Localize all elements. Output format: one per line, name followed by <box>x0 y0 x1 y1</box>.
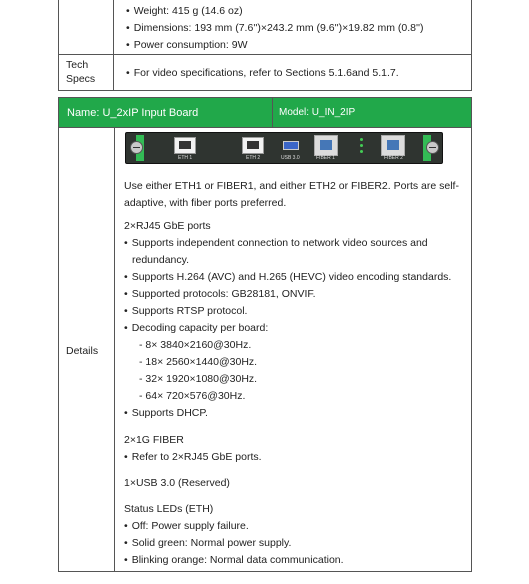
sfp-port-icon <box>381 135 405 156</box>
sfp-port-icon <box>314 135 338 156</box>
rj45-bullet: • Supports independent connection to network video sources and <box>124 235 469 251</box>
screw-icon <box>130 141 143 154</box>
spec-power: • Power consumption: 9W <box>126 37 248 53</box>
board-table <box>58 97 472 572</box>
spec-weight: • Weight: 415 g (14.6 oz) <box>126 3 243 19</box>
decode-capacity-item: - 32× 1920×1080@30Hz. <box>139 373 258 385</box>
row-header-tech-specs <box>59 55 114 90</box>
led-state-item: • Solid green: Normal power supply. <box>124 535 469 551</box>
details-label: Details <box>66 345 99 357</box>
port-label-fiber1: FIBER 1 <box>316 155 335 161</box>
specs-row-tech <box>59 55 471 90</box>
fiber-bullet: • Refer to 2×RJ45 GbE ports. <box>124 449 469 465</box>
port-label-eth1: ETH 1 <box>178 155 193 161</box>
led-icon <box>360 138 363 141</box>
board-header <box>59 98 471 128</box>
led-state-item: • Off: Power supply failure. <box>124 518 469 534</box>
rj45-bullet: • Supports RTSP protocol. <box>124 303 469 319</box>
specs-table <box>58 0 472 91</box>
decode-capacity-item: - 64× 720×576@30Hz. <box>139 390 246 402</box>
screw-icon <box>426 141 439 154</box>
board-model: Model: U_IN_2IP <box>279 107 356 118</box>
decode-capacity-item: - 18× 2560×1440@30Hz. <box>139 356 258 368</box>
board-name: Name: U_2xIP Input Board <box>67 107 199 119</box>
spec-dimensions: • Dimensions: 193 mm (7.6'')×243.2 mm (9.6'')×19.82 mm (0.8'') <box>126 20 424 36</box>
row-header-empty <box>59 0 114 54</box>
tech-label: Tech <box>66 59 89 71</box>
intro-text-cont: adaptive, with fiber ports preferred. <box>124 197 287 209</box>
intro-text: Use either ETH1 or FIBER1, and either ETH2 or FIBER2. Ports are self- <box>124 180 459 192</box>
leds-heading: Status LEDs (ETH) <box>124 503 214 515</box>
spec-video-ref: • For video specifications, refer to Sections 5.1.6and 5.1.7. <box>126 65 399 81</box>
specs-row-physical <box>59 0 471 55</box>
decode-capacity-item: - 8× 3840×2160@30Hz. <box>139 339 252 351</box>
port-label-fiber2: FIBER 2 <box>384 155 403 161</box>
usb-heading: 1×USB 3.0 (Reserved) <box>124 477 230 489</box>
led-icon <box>360 144 363 147</box>
rj45-port-icon <box>174 137 196 154</box>
rj45-bullet: • Supports DHCP. <box>124 405 469 421</box>
port-label-eth2: ETH 2 <box>246 155 261 161</box>
port-label-usb: USB 3.0 <box>281 155 300 161</box>
rj45-bullet: • Decoding capacity per board: <box>124 320 469 336</box>
led-state-item: • Blinking orange: Normal data communication. <box>124 552 469 568</box>
led-icon <box>360 150 363 153</box>
rj45-bullet: • Supported protocols: GB28181, ONVIF. <box>124 286 469 302</box>
usb-port-icon <box>283 141 299 150</box>
rj45-bullet: • Supports H.264 (AVC) and H.265 (HEVC) video encoding standards. <box>124 269 469 285</box>
fiber-heading: 2×1G FIBER <box>124 434 184 446</box>
rj45-port-icon <box>242 137 264 154</box>
rj45-bullet-cont: redundancy. <box>132 254 190 266</box>
rj45-heading: 2×RJ45 GbE ports <box>124 220 211 232</box>
board-panel-image <box>125 132 443 164</box>
specs-label: Specs <box>66 73 96 85</box>
